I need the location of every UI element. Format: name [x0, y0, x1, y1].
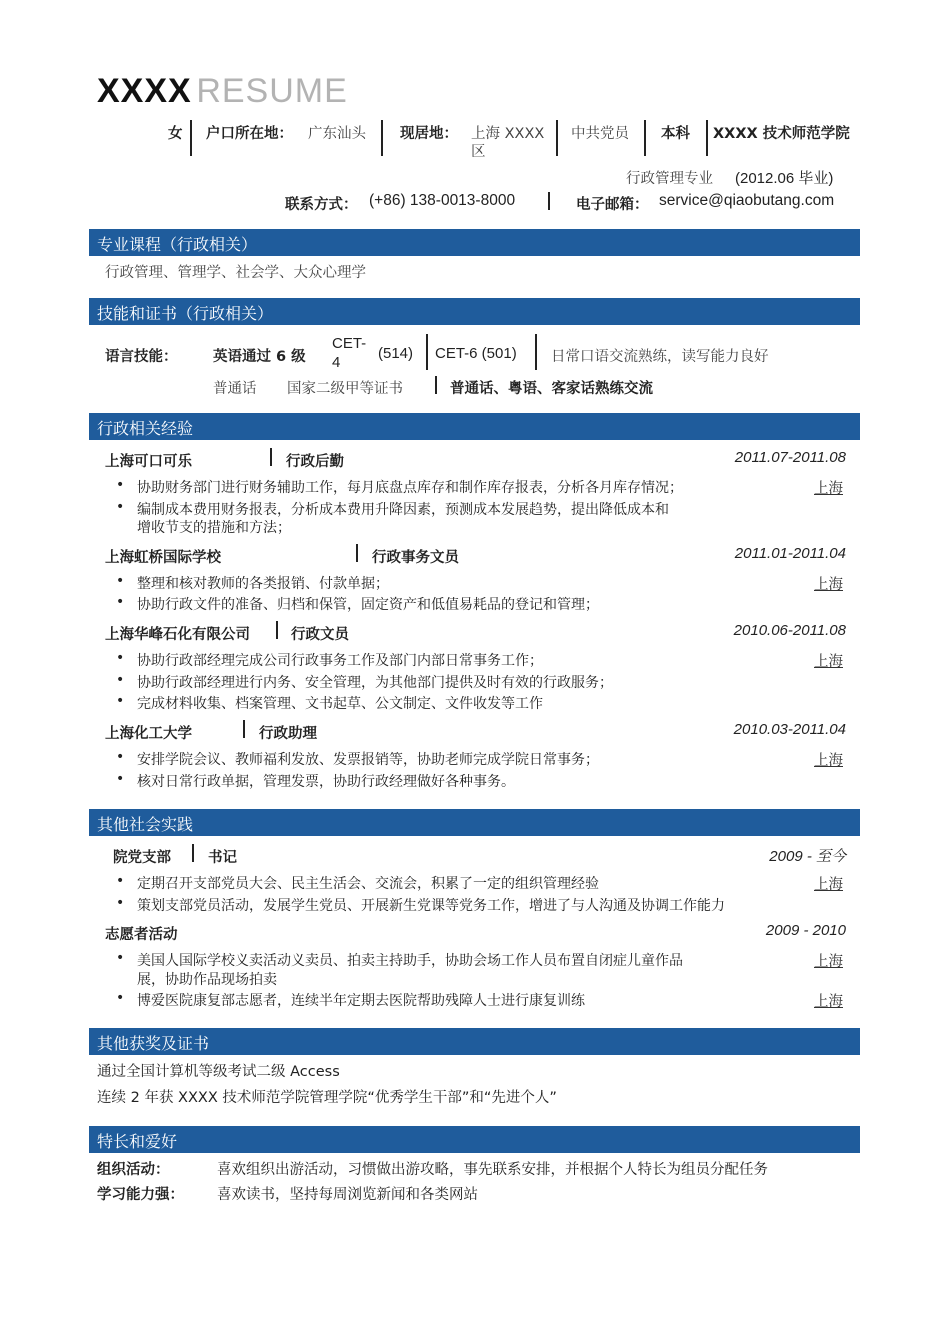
politics: 中共党员: [571, 126, 629, 142]
job-date: 2011.01-2011.04: [734, 545, 846, 562]
divider: [356, 544, 358, 562]
job-location[interactable]: 上海: [814, 654, 843, 670]
section-awards: [89, 1028, 860, 1055]
residence-value: 上海 XXXX: [471, 126, 545, 142]
divider: [276, 621, 278, 639]
divider: [644, 120, 646, 156]
org-location[interactable]: 上海: [814, 877, 843, 893]
courses-text: 行政管理、管理学、社会学、大众心理学: [105, 265, 366, 281]
cet6-score: CET-6 (501): [435, 345, 517, 362]
company: 上海可口可乐: [105, 454, 192, 470]
phone: (+86) 138-0013-8000: [369, 192, 516, 209]
hobby-label: 组织活动：: [97, 1162, 170, 1178]
job-location[interactable]: 上海: [814, 753, 843, 769]
contact-label: 联系方式：: [285, 197, 358, 213]
cet4-label: CET-: [332, 335, 367, 352]
english-level: 英语通过 6 级: [213, 349, 306, 365]
award-item: 连续 2 年获 XXXX 技术师范学院管理学院“优秀学生干部”和“先进个人”: [97, 1090, 557, 1106]
cet4-score: (514): [378, 345, 414, 362]
graduation: (2012.06 毕业): [735, 170, 834, 187]
mandarin-label: 普通话: [213, 381, 257, 397]
section-title: 其他社会实践: [97, 815, 194, 834]
hobby-text: 喜欢组织出游活动，习惯做出游攻略，事先联系安排，并根据个人特长为组员分配任务: [217, 1162, 768, 1178]
hobby-label: 学习能力强：: [97, 1187, 184, 1203]
divider: [535, 334, 537, 370]
job-date: 2010.03-2011.04: [733, 721, 846, 738]
section-title: 行政相关经验: [97, 419, 194, 438]
divider: [381, 120, 383, 156]
email-label: 电子邮箱：: [576, 197, 649, 213]
major: 行政管理专业: [626, 171, 713, 187]
hobby-text: 喜欢读书，坚持每周浏览新闻和各类网站: [217, 1187, 478, 1203]
divider: [556, 120, 558, 156]
job-date: 2011.07-2011.08: [734, 449, 846, 466]
cet4-label-cont: 4: [332, 354, 341, 371]
org-location[interactable]: 上海: [814, 954, 843, 970]
job-role: 行政事务文员: [372, 550, 459, 566]
org-role: 书记: [208, 850, 237, 866]
divider: [548, 192, 550, 210]
section-skills: [89, 298, 860, 325]
org-name: 院党支部: [113, 850, 171, 866]
job-role: 行政文员: [291, 627, 349, 643]
gender: 女: [168, 126, 183, 142]
divider: [192, 844, 194, 862]
resume-word: RESUME: [196, 72, 348, 110]
org-date: 2009 - 2010: [765, 922, 846, 939]
name: XXXX: [97, 72, 192, 110]
hukou-label: 户口所在地：: [206, 126, 293, 142]
org-date: 2009 - 至今: [769, 848, 846, 865]
dialects: 普通话、粤语、客家话熟练交流: [450, 381, 653, 397]
company: 上海华峰石化有限公司: [105, 627, 250, 643]
divider: [270, 448, 272, 466]
residence-label: 现居地：: [400, 126, 458, 142]
section-hobbies: [89, 1126, 860, 1153]
language-label: 语言技能：: [105, 349, 178, 365]
divider: [706, 120, 708, 156]
section-title: 技能和证书（行政相关）: [97, 304, 274, 323]
divider: [190, 120, 192, 156]
english-desc: 日常口语交流熟练，读写能力良好: [551, 349, 769, 365]
company: 上海虹桥国际学校: [105, 550, 221, 566]
degree: 本科: [661, 126, 690, 142]
section-title: 其他获奖及证书: [97, 1034, 210, 1053]
divider: [435, 376, 437, 394]
email[interactable]: service@qiaobutang.com: [659, 192, 835, 209]
section-title: 专业课程（行政相关）: [97, 235, 258, 254]
award-item: 通过全国计算机等级考试二级 Access: [97, 1064, 340, 1080]
section-experience: [89, 413, 860, 440]
job-location[interactable]: 上海: [814, 481, 843, 497]
org-name: 志愿者活动: [105, 927, 178, 943]
section-courses: [89, 229, 860, 256]
job-role: 行政助理: [259, 726, 317, 742]
residence-value-cont: 区: [471, 144, 486, 160]
mandarin-cert: 国家二级甲等证书: [287, 381, 403, 397]
job-location[interactable]: 上海: [814, 577, 843, 593]
hukou-value: 广东汕头: [308, 126, 366, 142]
resume-title: [97, 72, 348, 111]
job-role: 行政后勤: [286, 454, 344, 470]
job-date: 2010.06-2011.08: [733, 622, 846, 639]
divider: [243, 720, 245, 738]
section-title: 特长和爱好: [97, 1132, 178, 1151]
company: 上海化工大学: [105, 726, 192, 742]
school: XXXX 技术师范学院: [713, 126, 850, 142]
org-location[interactable]: 上海: [814, 994, 843, 1010]
divider: [426, 334, 428, 370]
section-social: [89, 809, 860, 836]
